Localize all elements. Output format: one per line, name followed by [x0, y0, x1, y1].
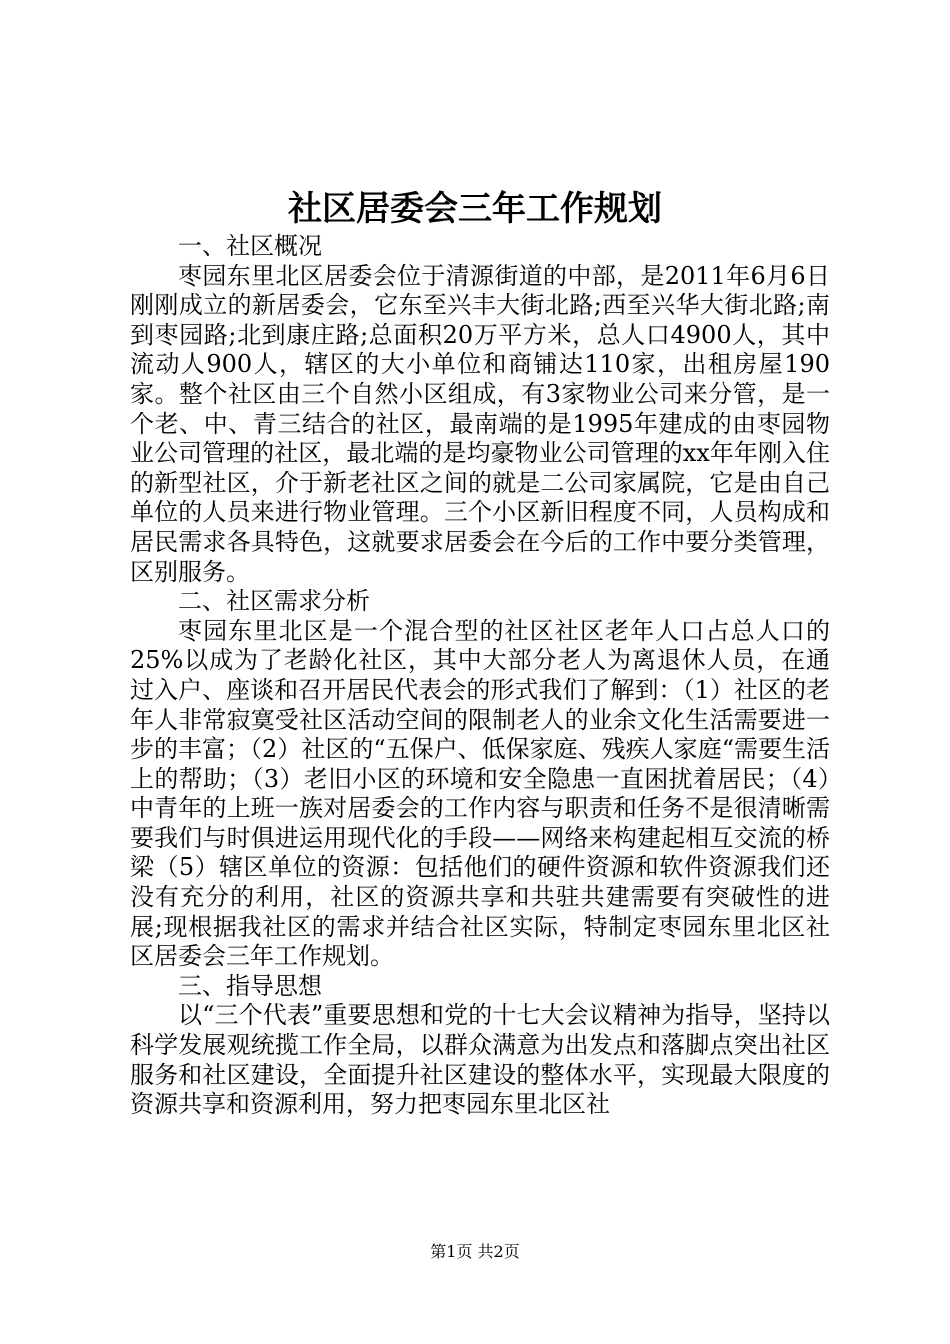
section-paragraph-guiding-thought: 以“三个代表”重要思想和党的十七大会议精神为指导，坚持以科学发展观统揽工作全局，以群众满意为出发点和落脚点突出社区服务和社区建设，全面提升社区建设的整体水平，实现最大限度的资源共享和资源利用，努力把枣园东里北区社 — [130, 1001, 830, 1119]
section-heading-guiding-thought: 三、指导思想 — [178, 971, 322, 1000]
section-paragraph-needs-analysis: 枣园东里北区是一个混合型的社区社区老年人口占总人口的25%以成为了老龄化社区，其中大部分老人为离退休人员，在通过入户、座谈和召开居民代表会的形式我们了解到：（1）社区的老年人非常寂寞受社区活动空间的限制老人的业余文化生活需要进一步的丰富；（2）社区的“五保户、低保家庭、残疾人家庭“需要生活上的帮助；（3）老旧小区的环境和安全隐患一直困扰着居民；（4）中青年的上班一族对居委会的工作内容与职责和任务不是很清晰需要我们与时俱进运用现代化的手段——网络来构建起相互交流的桥梁（5）辖区单位的资源：包括他们的硬件资源和软件资源我们还没有充分的利用，社区的资源共享和共驻共建需要有突破性的进展;现根据我社区的需求并结合社区实际，特制定枣园东里北区社区居委会三年工作规划。 — [130, 616, 830, 971]
section-paragraph-overview: 枣园东里北区居委会位于清源街道的中部，是2011年6月6日刚刚成立的新居委会，它东至兴丰大街北路;西至兴华大街北路;南到枣园路;北到康庄路;总面积20万平方米，总人口4900人，其中流动人900人，辖区的大小单位和商铺达110家，出租房屋190家。整个社区由三个自然小区组成，有3家物业公司来分管，是一个老、中、青三结合的社区，最南端的是1995年建成的由枣园物业公司管理的社区，最北端的是均豪物业公司管理的xx年年刚入住的新型社区，介于新老社区之间的就是二公司家属院，它是由自己单位的人员来进行物业管理。三个小区新旧程度不同，人员构成和居民需求各具特色，这就要求居委会在今后的工作中要分类管理，区别服务。 — [130, 261, 830, 586]
section-heading-overview: 一、社区概况 — [178, 232, 322, 260]
page-number-footer: 第1页 共2页 — [430, 1242, 520, 1261]
section-heading-needs-analysis: 二、社区需求分析 — [178, 587, 370, 616]
document-title: 社区居委会三年工作规划 — [288, 189, 662, 229]
document-body — [130, 232, 830, 1120]
